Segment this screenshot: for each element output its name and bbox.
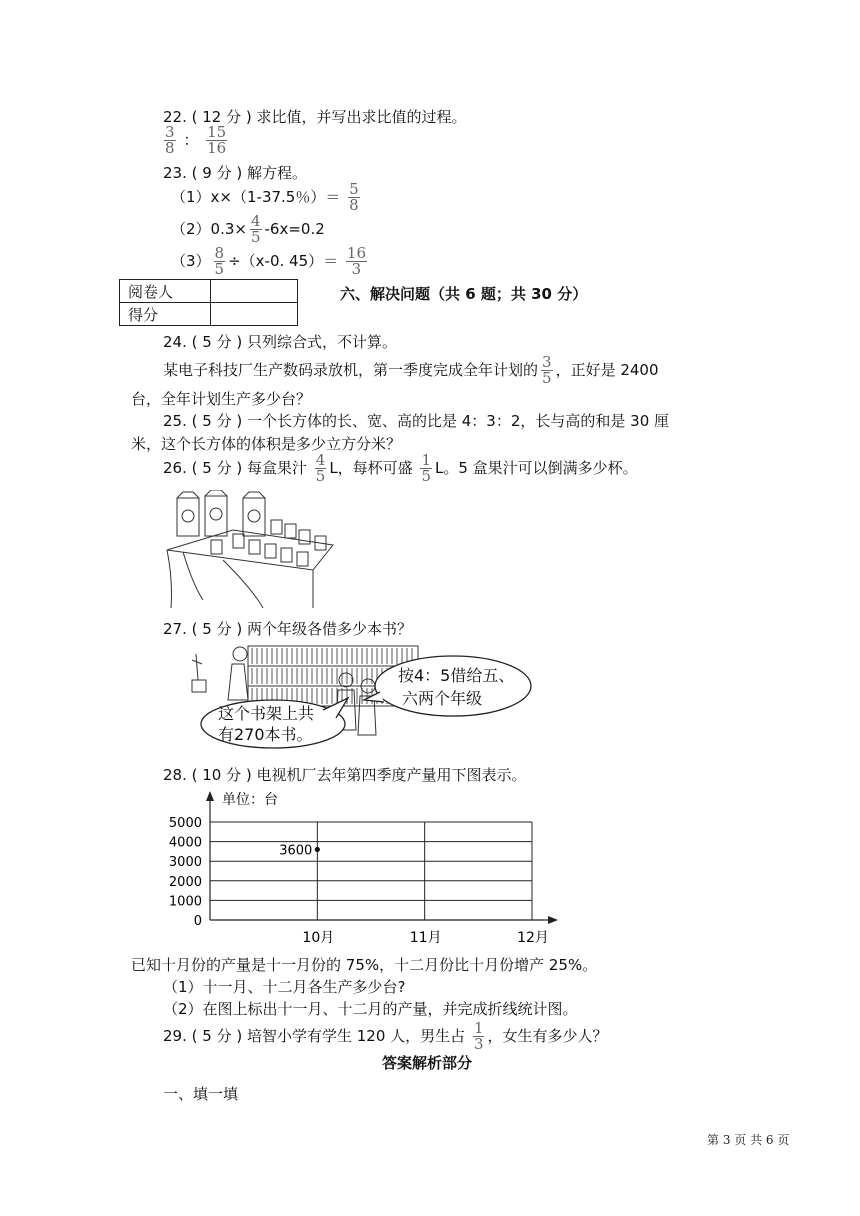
q24-heading: 24. ( 5 分 ) 只列综合式，不计算。 bbox=[163, 333, 397, 351]
bookshelf-illustration bbox=[188, 640, 533, 750]
q22-heading: 22. ( 12 分 ) 求比值，并写出求比值的过程。 bbox=[163, 108, 467, 126]
y-tick-label: 2000 bbox=[168, 874, 202, 890]
section-6-title: 六、解决问题（共 6 题；共 30 分） bbox=[340, 285, 588, 303]
bubble-right-line1: 按4：5借给五、 bbox=[398, 666, 515, 685]
q29-line: 29. ( 5 分 ) 培智小学有学生 120 人，男生占 $\frac{1}{3}$ ，女生有多少人？ bbox=[163, 1019, 608, 1053]
q25-line1: 25. ( 5 分 ) 一个长方体的长、宽、高的比是 4：3：2，长与高的和是 30 厘 bbox=[163, 412, 670, 430]
q28-description: 已知十月份的产量是十一月份的 75%，十二月份比十月份增产 25%。 bbox=[131, 956, 598, 974]
x-tick-label: 11月 bbox=[409, 930, 442, 946]
q24-body-line1: 某电子科技厂生产数码录放机，第一季度完成全年计划的 $\frac{3}{5}$ ，正好是 2400 bbox=[163, 353, 659, 387]
page-footer: 第 3 页 共 6 页 bbox=[707, 1133, 790, 1147]
q28-sub1: （1）十一月、十二月各生产多少台? bbox=[163, 978, 406, 996]
reviewer-label: 阅卷人 bbox=[120, 280, 211, 303]
x-tick-label: 10月 bbox=[302, 930, 335, 946]
y-tick-label: 3000 bbox=[168, 855, 202, 871]
y-tick-label: 5000 bbox=[168, 816, 202, 831]
q28-sub2: （2）在图上标出十一月、十二月的产量，并完成折线统计图。 bbox=[163, 1000, 578, 1018]
x-tick-label: 12月 bbox=[517, 930, 549, 946]
fraction: $\frac{3}{8}$ bbox=[165, 123, 175, 157]
fraction: $\frac{1}{5}$ bbox=[421, 451, 432, 485]
production-line-chart bbox=[160, 786, 560, 950]
q23-heading: 23. ( 9 分 ) 解方程。 bbox=[163, 164, 307, 182]
score-cell[interactable] bbox=[211, 303, 298, 326]
data-point-label: 3600 bbox=[279, 843, 313, 859]
q23-equation-3: （3） $\frac{8}{5}$ ÷（x-0. 45）＝ $\frac{16}{3}$ bbox=[171, 244, 366, 278]
q23-equation-1: （1）x×（1-37.5％）＝ $\frac{5}{8}$ bbox=[171, 180, 359, 214]
fraction: $\frac{5}{8}$ bbox=[349, 180, 359, 214]
q26-line: 26. ( 5 分 ) 每盒果汁 $\frac{4}{5}$ L，每杯可盛 $\frac{1}{5}$ L。5 盒果汁可以倒满多少杯。 bbox=[163, 451, 638, 485]
q24-body-line2: 台，全年计划生产多少台？ bbox=[131, 390, 312, 408]
fraction: $\frac{15}{16}$ bbox=[207, 123, 227, 157]
juice-illustration bbox=[163, 490, 335, 608]
reviewer-cell[interactable] bbox=[211, 280, 298, 303]
y-tick-label: 1000 bbox=[168, 894, 202, 910]
bubble-left-line2: 有270本书。 bbox=[218, 725, 313, 744]
bubble-left-line1: 这个书架上共 bbox=[218, 704, 315, 723]
x-axis-arrow bbox=[548, 916, 558, 924]
fraction: $\frac{4}{5}$ bbox=[315, 451, 326, 485]
q22-ratio: $\frac{3}{8}$ ： $\frac{15}{16}$ bbox=[165, 123, 227, 157]
q23-equation-2: （2）0.3× $\frac{4}{5}$ -6x=0.2 bbox=[171, 212, 325, 246]
bubble-right-line2: 六两个年级 bbox=[402, 689, 483, 708]
y-axis-arrow bbox=[206, 791, 214, 801]
score-label: 得分 bbox=[120, 303, 211, 326]
q27-heading: 27. ( 5 分 ) 两个年级各借多少本书？ bbox=[163, 620, 412, 638]
fraction: $\frac{16}{3}$ bbox=[346, 244, 366, 278]
chart-unit-label: 单位：台 bbox=[222, 792, 278, 808]
score-table bbox=[119, 279, 298, 326]
q28-heading: 28. ( 10 分 ) 电视机厂去年第四季度产量用下图表示。 bbox=[163, 766, 527, 784]
data-point bbox=[315, 847, 320, 852]
y-tick-label: 4000 bbox=[168, 835, 202, 851]
q25-line2: 米，这个长方体的体积是多少立方分米？ bbox=[131, 435, 402, 453]
fraction: $\frac{1}{3}$ bbox=[473, 1019, 484, 1053]
section-1-title: 一、填一填 bbox=[163, 1085, 239, 1103]
y-tick-label: 0 bbox=[193, 914, 202, 929]
fraction: $\frac{3}{5}$ bbox=[542, 353, 552, 387]
fraction: $\frac{8}{5}$ bbox=[214, 244, 225, 278]
fraction: $\frac{4}{5}$ bbox=[250, 212, 261, 246]
answer-section-title: 答案解析部分 bbox=[382, 1054, 473, 1072]
